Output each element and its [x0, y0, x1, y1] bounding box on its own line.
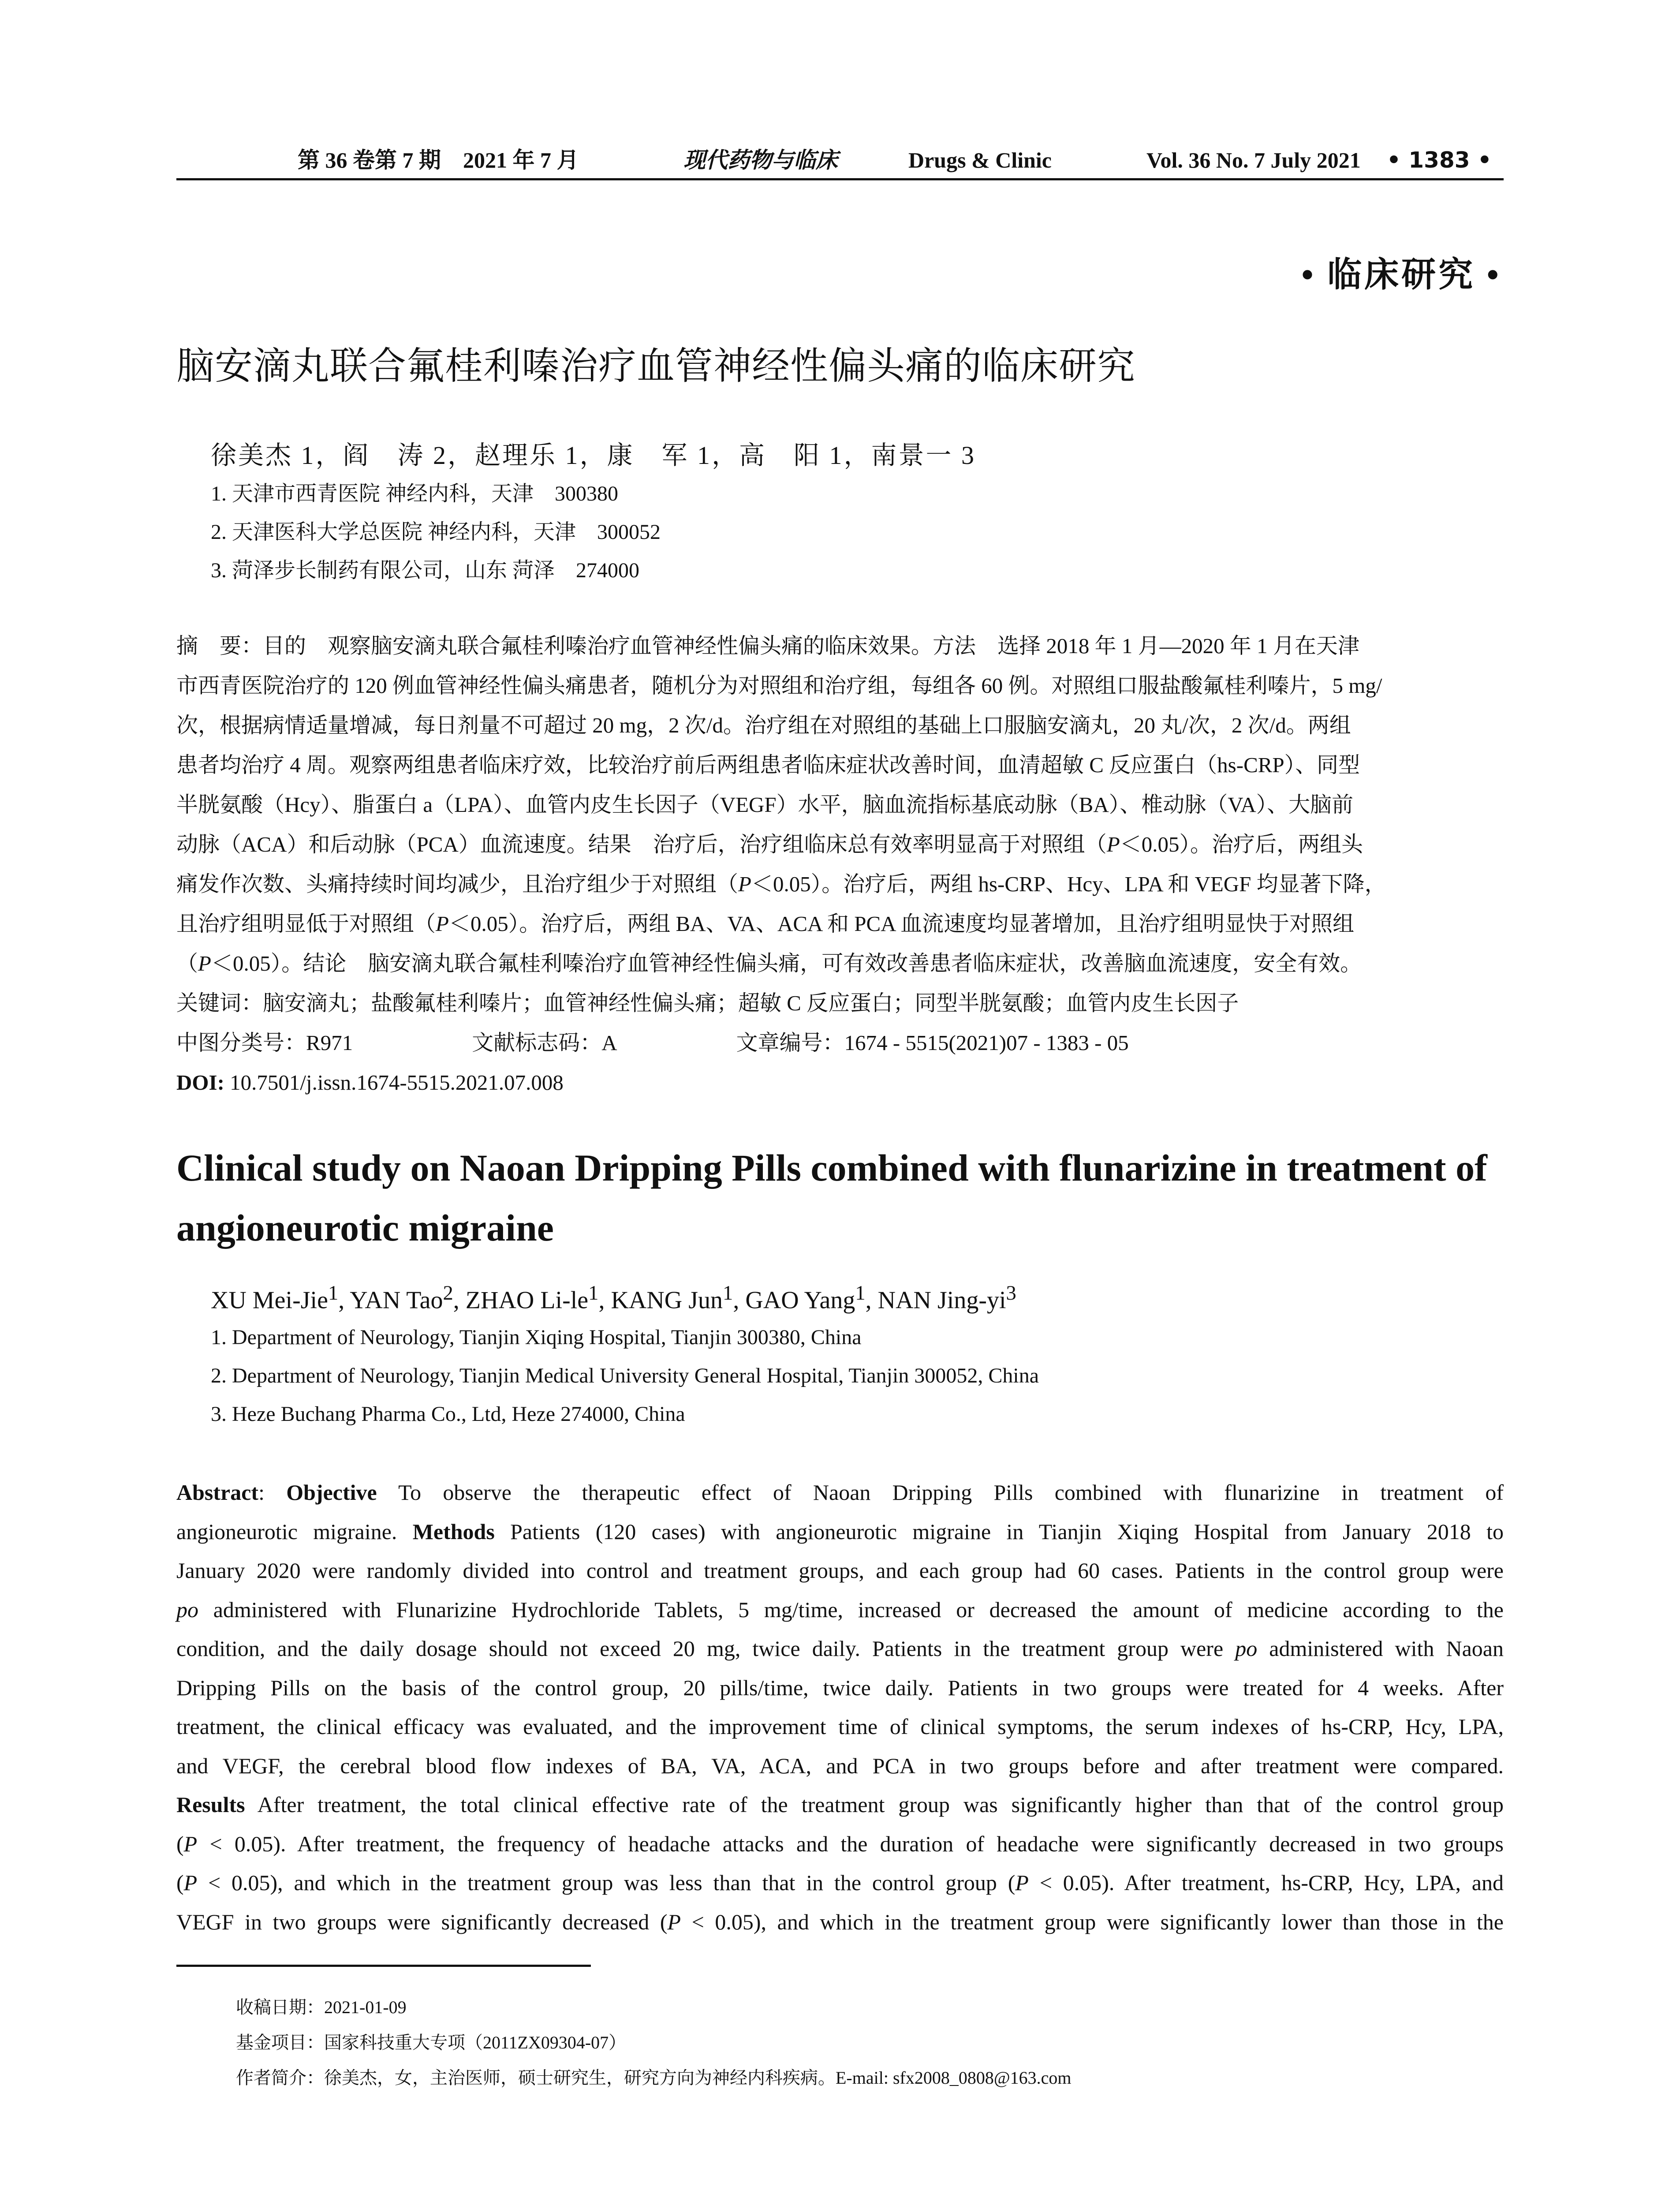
abstract-cn-text: 动脉（ACA）和后动脉（PCA）血流速度。 — [176, 832, 588, 856]
footnote-author — [236, 2064, 1071, 2089]
fund-value: 国家科技重大专项（2011ZX09304-07） — [324, 2033, 627, 2052]
objective-text: 观察脑安滴丸联合氟桂利嗪治疗血管神经性偏头痛的临床效果。 — [306, 634, 933, 658]
abstract-en-text: : — [258, 1480, 287, 1505]
abstract-en-text: < 0.05), and which in the treatment group was less than that in the control group ( — [197, 1870, 1015, 1895]
p-value-symbol: P — [1015, 1870, 1029, 1895]
abstract-en-text: After treatment, the total clinical effective rate of the treatment group was significantly higher than that of the control group — [245, 1792, 1504, 1817]
abstract-en-line — [176, 1512, 1504, 1551]
abstract-en — [176, 1473, 1504, 1941]
keywords-label: 关键词： — [176, 990, 263, 1016]
methods-label: 方法 — [933, 633, 976, 658]
methods-label-en: Methods — [412, 1519, 495, 1544]
article-number-value: 1674 - 5515(2021)07 - 1383 - 05 — [844, 1031, 1129, 1055]
abstract-en-label: Abstract — [176, 1480, 259, 1505]
author-en: , KANG Jun — [598, 1286, 723, 1314]
abstract-cn-text: 痛发作次数、头痛持续时间均减少，且治疗组少于对照组（ — [176, 872, 739, 896]
clc-value: R971 — [306, 1031, 353, 1055]
p-value-symbol: P — [667, 1909, 681, 1934]
authors-cn: 徐美杰 1，阎 涛 2，赵理乐 1，康 军 1，高 阳 1，南景一 3 — [211, 441, 976, 470]
abstract-en-text: < 0.05). After treatment, the frequency of headache attacks and the duration of headache were significantly decreased in two groups — [197, 1831, 1504, 1856]
abstract-cn — [176, 626, 1504, 1102]
abstract-en-text: administered with Flunarizine Hydrochloride Tablets, 5 mg/time, increased or decreased the amount of medicine according to the — [198, 1597, 1504, 1622]
abstract-en-text: ( — [176, 1831, 184, 1856]
affiliation-en-2: 2. Department of Neurology, Tianjin Medical University General Hospital, Tianjin 300052, China — [211, 1364, 1039, 1387]
po-italic: po — [176, 1597, 198, 1622]
abstract-cn-line — [176, 825, 1504, 864]
abstract-cn-text: 脑安滴丸联合氟桂利嗪治疗血管神经性偏头痛，可有效改善患者临床症状，改善脑血流速度，安全有效。 — [346, 951, 1362, 975]
header-rule — [176, 178, 1504, 180]
abstract-cn-text: 治疗后，治疗组临床总有效率明显高于对照组（ — [631, 832, 1107, 856]
abstract-cn-line: 患者均治疗 4 周。观察两组患者临床疗效，比较治疗前后两组患者临床症状改善时间，血清超敏 C 反应蛋白（hs-CRP）、同型 — [176, 753, 1360, 777]
abstract-en-text: VEGF in two groups were significantly decreased ( — [176, 1909, 668, 1934]
objective-label: 目的 — [263, 633, 306, 658]
author-sup: 1 — [855, 1282, 866, 1304]
abstract-cn-line — [176, 626, 1504, 666]
author-sup: 1 — [328, 1282, 339, 1304]
abstract-en-text: angioneurotic migraine. — [176, 1519, 413, 1544]
footnote-fund — [236, 2029, 626, 2054]
p-value-symbol: P — [183, 1870, 198, 1895]
objective-label-en: Objective — [286, 1480, 377, 1505]
abstract-en-line: Dripping Pills on the basis of the control group, 20 pills/time, twice daily. Patients in two groups were treated for 4 weeks. After — [176, 1675, 1504, 1700]
methods-text: 选择 2018 年 1 月—2020 年 1 月在天津 — [976, 634, 1359, 658]
affiliation-en-3: 3. Heze Buchang Pharma Co., Ltd, Heze 274000, China — [211, 1402, 685, 1426]
p-value-symbol: P — [198, 951, 211, 975]
abstract-cn-line: 次，根据病情适量增减，每日剂量不可超过 20 mg，2 次/d。治疗组在对照组的基础上口服脑安滴丸，20 丸/次，2 次/d。两组 — [176, 713, 1351, 737]
footnote-rule — [176, 1965, 591, 1967]
abstract-en-text: < 0.05), and which in the treatment group were significantly lower than those in the — [681, 1909, 1504, 1934]
abstract-en-text: Patients (120 cases) with angioneurotic migraine in Tianjin Xiqing Hospital from January 2018 to — [494, 1519, 1504, 1544]
doi-line — [176, 1063, 1504, 1102]
results-label-en: Results — [176, 1792, 245, 1817]
affiliation-cn-2: 2. 天津医科大学总医院 神经内科，天津 300052 — [211, 520, 661, 544]
affiliation-en-1: 1. Department of Neurology, Tianjin Xiqing Hospital, Tianjin 300380, China — [211, 1326, 862, 1349]
abstract-cn-text: ＜0.05）。治疗后，两组 BA、VA、ACA 和 PCA 血流速度均显著增加，且治疗组明显快于对照组 — [448, 912, 1355, 936]
classification-line — [176, 1023, 1504, 1063]
results-label: 结果 — [588, 832, 631, 857]
abstract-en-text: administered with Naoan — [1257, 1636, 1504, 1661]
doc-code-value: A — [601, 1031, 617, 1055]
abstract-cn-text: （ — [176, 951, 198, 975]
author-en: XU Mei-Jie — [211, 1286, 328, 1314]
keywords-text: 脑安滴丸；盐酸氟桂利嗪片；血管神经性偏头痛；超敏 C 反应蛋白；同型半胱氨酸；血管内皮生长因子 — [263, 991, 1239, 1015]
p-value-symbol: P — [436, 912, 449, 936]
po-italic: po — [1235, 1636, 1258, 1661]
abstract-en-line — [176, 1902, 1504, 1942]
affiliation-cn-1: 1. 天津市西青医院 神经内科，天津 300380 — [211, 482, 619, 505]
author-en: , NAN Jing-yi — [865, 1286, 1006, 1314]
doi-label: DOI: — [176, 1070, 224, 1095]
running-header — [176, 140, 1504, 180]
author-sup: 1 — [723, 1282, 733, 1304]
header-volume-cn: 第 36 卷第 7 期 2021 年 7 月 — [298, 148, 579, 172]
doi-value[interactable]: 10.7501/j.issn.1674-5515.2021.07.008 — [224, 1070, 564, 1095]
footnote-received — [236, 1993, 407, 2018]
title-cn: 脑安滴丸联合氟桂利嗪治疗血管神经性偏头痛的临床研究 — [176, 344, 1135, 388]
header-volume-en: Vol. 36 No. 7 July 2021 — [1146, 148, 1361, 172]
abstract-en-line — [176, 1785, 1504, 1824]
abstract-cn-line — [176, 904, 1504, 944]
article-number-label: 文章编号： — [736, 1030, 844, 1055]
author-sup: 2 — [443, 1282, 453, 1304]
author-en: , ZHAO Li-le — [453, 1286, 589, 1314]
abstract-cn-text: ＜0.05）。治疗后，两组 hs-CRP、Hcy、LPA 和 VEGF 均显著下降， — [751, 872, 1386, 896]
abstract-cn-line — [176, 944, 1504, 983]
header-journal-en: Drugs & Clinic — [908, 148, 1052, 172]
author-en: , YAN Tao — [338, 1286, 443, 1314]
authors-en — [211, 1281, 1016, 1315]
p-value-symbol: P — [1106, 832, 1120, 856]
clc-label: 中图分类号： — [176, 1030, 306, 1055]
abstract-cn-line: 半胱氨酸（Hcy）、脂蛋白 a（LPA）、血管内皮生长因子（VEGF）水平，脑血流指标基底动脉（BA）、椎动脉（VA）、大脑前 — [176, 792, 1354, 817]
abstract-cn-text: 且治疗组明显低于对照组（ — [176, 912, 436, 936]
abstract-cn-text: ＜0.05）。 — [211, 951, 303, 975]
doc-code-label: 文献标志码： — [472, 1030, 602, 1055]
abstract-cn-label: 摘 要： — [176, 633, 263, 658]
keywords-cn — [176, 983, 1504, 1023]
abstract-en-text: ( — [176, 1870, 184, 1895]
abstract-en-line: treatment, the clinical efficacy was evaluated, and the improvement time of clinical symptoms, the serum indexes of hs-CRP, Hcy, LPA, — [176, 1714, 1504, 1739]
abstract-en-line — [176, 1590, 1504, 1629]
abstract-en-line — [176, 1824, 1504, 1864]
abstract-cn-line: 市西青医院治疗的 120 例血管神经性偏头痛患者，随机分为对照组和治疗组，每组各 60 例。对照组口服盐酸氟桂利嗪片，5 mg/ — [176, 673, 1382, 698]
received-value: 2021-01-09 — [324, 1997, 407, 2017]
section-label: • 临床研究 • — [1301, 255, 1501, 294]
abstract-en-line — [176, 1629, 1504, 1668]
abstract-en-text: To observe the therapeutic effect of Naoan Dripping Pills combined with flunarizine in treatment of — [377, 1480, 1504, 1505]
p-value-symbol: P — [183, 1831, 198, 1856]
author-sup: 3 — [1006, 1282, 1016, 1304]
abstract-en-line: and VEGF, the cerebral blood flow indexes of BA, VA, ACA, and PCA in two groups before and after treatment were compared. — [176, 1753, 1504, 1778]
conclusion-label: 结论 — [303, 951, 347, 976]
fund-label: 基金项目： — [236, 2033, 324, 2053]
abstract-en-line — [176, 1863, 1504, 1902]
author-bio-value: 徐美杰，女，主治医师，硕士研究生，研究方向为神经内科疾病。E-mail: sfx2008_0808@163.com — [324, 2068, 1071, 2088]
title-en: Clinical study on Naoan Dripping Pills combined with flunarizine in treatment of angioneurotic migraine — [176, 1147, 1487, 1249]
abstract-en-line — [176, 1473, 1504, 1512]
author-bio-label: 作者简介： — [236, 2068, 324, 2088]
author-sup: 1 — [588, 1282, 599, 1304]
abstract-en-line: January 2020 were randomly divided into control and treatment groups, and each group had 60 cases. Patients in the control group were — [176, 1558, 1504, 1583]
abstract-en-text: < 0.05). After treatment, hs-CRP, Hcy, LPA, and — [1028, 1870, 1504, 1895]
abstract-cn-text: ＜0.05）。治疗后，两组头 — [1120, 832, 1363, 856]
p-value-symbol: P — [738, 872, 751, 896]
author-en: , GAO Yang — [733, 1286, 855, 1314]
affiliation-cn-3: 3. 菏泽步长制药有限公司，山东 菏泽 274000 — [211, 559, 640, 582]
header-journal-cn: 现代药物与临床 — [683, 148, 838, 172]
header-page-number: • 1383 • — [1387, 147, 1492, 173]
abstract-en-text: condition, and the daily dosage should not exceed 20 mg, twice daily. Patients in the treatment group were — [176, 1636, 1236, 1661]
abstract-cn-line — [176, 864, 1504, 904]
received-label: 收稿日期： — [236, 1997, 324, 2018]
